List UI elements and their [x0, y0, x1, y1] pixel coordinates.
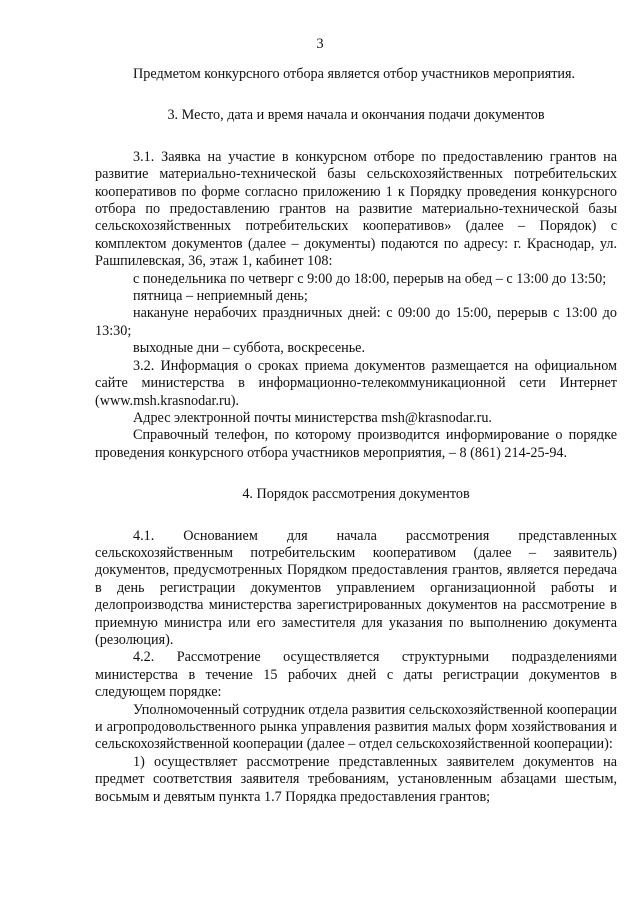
item-1-paragraph: 1) осуществляет рассмотрение представленных заявителем документов на предмет соответствия заявителя требованиям, установленным абзацами шестым, восьмым и девятым пункта 1.7 Порядка предоставления грантов;: [95, 753, 617, 805]
schedule-weekend: выходные дни – суббота, воскресенье.: [133, 340, 366, 357]
phone-paragraph: Справочный телефон, по которому производится информирование о порядке проведения конкурсного отбора участников мероприятия, – 8 (861) 214-25-94.: [95, 427, 617, 461]
document-body: [95, 66, 617, 806]
authorized-employee-paragraph: Уполномоченный сотрудник отдела развития сельскохозяйственной кооперации и агропродовольственного рынка управления развития малых форм хозяйствования и сельскохозяйственной кооперации (далее – отдел сельскохозяйственной кооперации):: [95, 701, 617, 753]
section-3-heading: 3. Место, дата и время начала и окончания подачи документов: [167, 107, 545, 124]
schedule-friday: пятница – неприемный день;: [133, 288, 308, 305]
schedule-pre-holiday: накануне нерабочих праздничных дней: с 09:00 до 15:00, перерыв с 13:00 до 13:30;: [95, 305, 617, 339]
section-3-1-paragraph: 3.1. Заявка на участие в конкурсном отборе по предоставлению грантов на развитие материально-технической базы сельскохозяйственных потребительских кооперативов по форме согласно приложению 1 к Порядку проведения конкурсного отбора по предоставлению грантов на развитие материально-технической базы сельскохозяйственных потребительских кооперативов» (далее – Порядок) с комплектом документов (далее – документы) подаются по адресу: г. Краснодар, ул. Рашпилевская, 36, этаж 1, кабинет 108:: [95, 148, 617, 270]
section-4-2-paragraph: 4.2. Рассмотрение осуществляется структурными подразделениями министерства в течение 15 рабочих дней с даты регистрации документов в следующем порядке:: [95, 649, 617, 701]
section-4-1-paragraph: 4.1. Основанием для начала рассмотрения представленных сельскохозяйственным потребительским кооперативом (далее – заявитель) документов, предусмотренных Порядком предоставления грантов, является передача в день регистрации документов управлением организационной работы и делопроизводства министерства зарегистрированных документов на рассмотрение в приемную министра или его заместителя для указания по выполнению документа (резолюция).: [95, 527, 617, 648]
schedule-weekdays: с понедельника по четверг с 9:00 до 18:00, перерыв на обед – с 13:00 до 13:50;: [133, 270, 607, 287]
intro-paragraph: Предметом конкурсного отбора является отбор участников мероприятия.: [133, 66, 576, 82]
section-3-2-paragraph: 3.2. Информация о сроках приема документов размещается на официальном сайте министерства в информационно-телекоммуникационной сети Интернет (www.msh.krasnodar.ru).: [95, 357, 617, 409]
email-paragraph: Адрес электронной почты министерства msh@krasnodar.ru.: [133, 409, 492, 426]
page-number: 3: [316, 36, 324, 52]
section-4-heading: 4. Порядок рассмотрения документов: [242, 486, 470, 503]
